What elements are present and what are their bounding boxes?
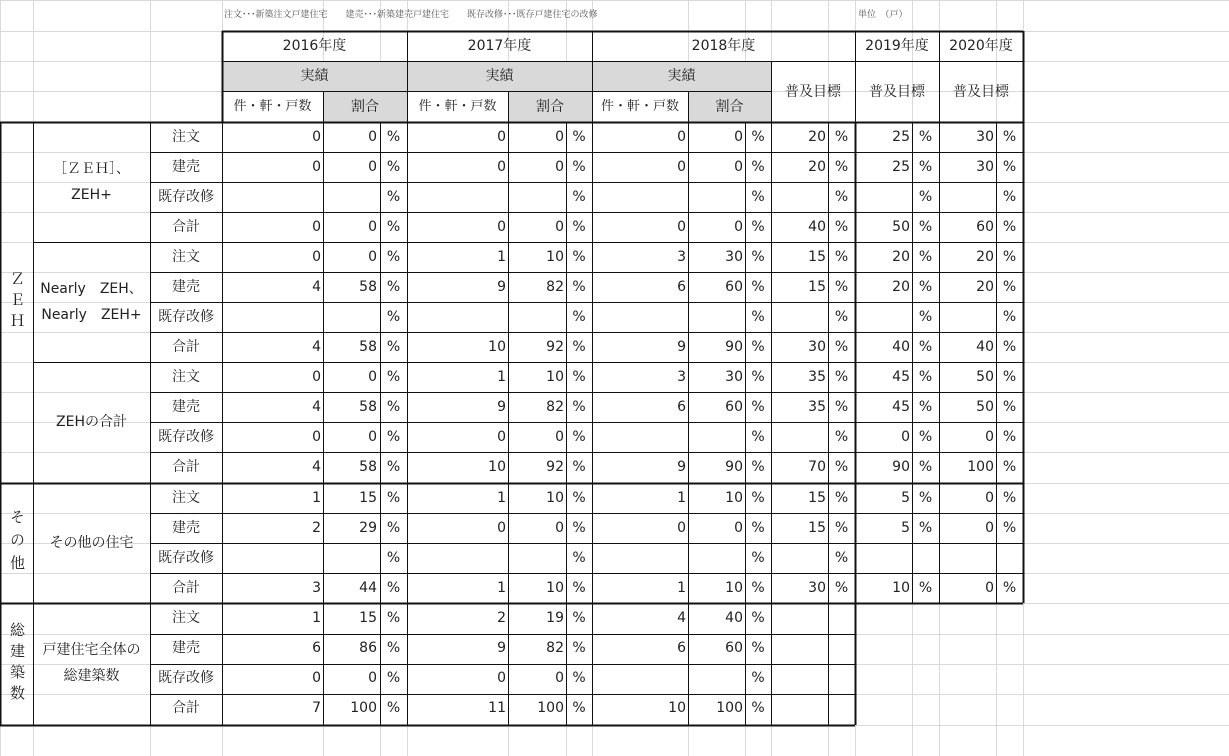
count-cell: 0 <box>497 159 506 175</box>
pct-sign: % <box>751 610 765 626</box>
pct-sign: % <box>751 189 765 205</box>
target-cell: 25 <box>892 159 910 175</box>
pct-sign: % <box>834 399 849 415</box>
pct-sign: % <box>572 459 586 475</box>
pct-sign: % <box>751 580 765 596</box>
target-cell: 45 <box>892 399 910 415</box>
pct-sign: % <box>918 580 933 596</box>
count-cell: 6 <box>677 399 686 415</box>
pct-sign: % <box>572 670 586 686</box>
pct-sign: % <box>751 459 765 475</box>
pct-sign: % <box>572 640 586 656</box>
count-cell: 9 <box>497 279 506 295</box>
count-cell: 6 <box>677 279 686 295</box>
count-cell: 9 <box>677 339 686 355</box>
pct-sign: % <box>386 429 401 445</box>
pct-sign: % <box>572 159 586 175</box>
pct-sign: % <box>572 189 586 205</box>
ratio-cell: 100 <box>350 700 377 716</box>
year-header: 2020年度 <box>949 38 1013 54</box>
ratio-cell: 0 <box>734 520 743 536</box>
count-cell: 3 <box>312 580 321 596</box>
count-cell: 0 <box>677 129 686 145</box>
target-cell: 50 <box>976 399 994 415</box>
pct-sign: % <box>572 339 586 355</box>
target-cell: 50 <box>976 369 994 385</box>
ratio-cell: 0 <box>555 129 564 145</box>
count-cell: 6 <box>312 640 321 656</box>
pct-sign: % <box>834 189 849 205</box>
ratio-cell: 44 <box>359 580 377 596</box>
ratio-cell: 0 <box>734 129 743 145</box>
target-cell: 15 <box>808 520 826 536</box>
pct-sign: % <box>918 399 933 415</box>
pct-sign: % <box>386 610 401 626</box>
count-cell: 1 <box>497 249 506 265</box>
pct-sign: % <box>386 189 401 205</box>
year-header: 2018年度 <box>691 38 756 54</box>
ratio-cell: 10 <box>546 580 564 596</box>
target-cell: 25 <box>892 129 910 145</box>
target-cell: 40 <box>892 339 910 355</box>
ratio-cell: 58 <box>359 459 377 475</box>
count-cell: 0 <box>497 129 506 145</box>
target-cell: 0 <box>985 490 994 506</box>
pct-sign: % <box>386 640 401 656</box>
target-cell: 20 <box>892 249 910 265</box>
ratio-cell: 100 <box>537 700 564 716</box>
count-cell: 11 <box>488 700 506 716</box>
target-cell: 20 <box>976 279 994 295</box>
count-cell: 4 <box>312 279 321 295</box>
ratio-cell: 0 <box>368 219 377 235</box>
count-cell: 4 <box>312 339 321 355</box>
group-label: ZEHの合計 <box>56 414 127 430</box>
count-cell: 0 <box>312 429 321 445</box>
pct-sign: % <box>572 429 586 445</box>
ratio-header: 割合 <box>351 98 379 115</box>
count-cell: 0 <box>312 159 321 175</box>
ratio-cell: 86 <box>359 640 377 656</box>
pct-sign: % <box>751 550 765 566</box>
pct-sign: % <box>386 700 401 716</box>
pct-sign: % <box>572 550 586 566</box>
ratio-cell: 0 <box>555 670 564 686</box>
pct-sign: % <box>572 700 586 716</box>
target-cell: 20 <box>892 279 910 295</box>
target-cell: 20 <box>808 129 826 145</box>
pct-sign: % <box>1002 249 1017 265</box>
count-cell: 4 <box>312 399 321 415</box>
row-label: 注文 <box>172 249 200 265</box>
ratio-cell: 100 <box>716 700 743 716</box>
pct-sign: % <box>386 219 401 235</box>
count-cell: 3 <box>677 249 686 265</box>
pct-sign: % <box>386 490 401 506</box>
ratio-cell: 60 <box>725 279 743 295</box>
ratio-cell: 0 <box>368 429 377 445</box>
count-cell: 9 <box>497 399 506 415</box>
row-label: 合計 <box>172 580 200 596</box>
count-cell: 9 <box>497 640 506 656</box>
pct-sign: % <box>1002 159 1017 175</box>
count-cell: 1 <box>312 610 321 626</box>
pct-sign: % <box>751 520 765 536</box>
pct-sign: % <box>572 369 586 385</box>
count-cell: 10 <box>488 459 506 475</box>
count-cell: 1 <box>497 490 506 506</box>
pct-sign: % <box>1002 279 1017 295</box>
count-cell: 1 <box>497 580 506 596</box>
row-label: 合計 <box>172 700 200 716</box>
ratio-cell: 0 <box>734 219 743 235</box>
count-cell: 2 <box>497 610 506 626</box>
pct-sign: % <box>834 249 849 265</box>
pct-sign: % <box>918 129 933 145</box>
target-cell: 30 <box>976 159 994 175</box>
pct-sign: % <box>572 399 586 415</box>
pct-sign: % <box>834 309 849 325</box>
section-other: その他 <box>8 508 26 578</box>
ratio-cell: 0 <box>555 159 564 175</box>
target-cell: 5 <box>901 520 910 536</box>
pct-sign: % <box>834 159 849 175</box>
pct-sign: % <box>386 459 401 475</box>
row-label: 既存改修 <box>158 309 214 325</box>
target-cell: 60 <box>976 219 994 235</box>
pct-sign: % <box>572 129 586 145</box>
pct-sign: % <box>386 249 401 265</box>
row-label: 建売 <box>172 520 200 536</box>
ratio-cell: 0 <box>734 159 743 175</box>
target-header: 普及目標 <box>869 83 925 100</box>
target-header: 普及目標 <box>953 83 1009 100</box>
ratio-cell: 92 <box>546 459 564 475</box>
target-cell: 50 <box>892 219 910 235</box>
pct-sign: % <box>834 219 849 235</box>
pct-sign: % <box>386 580 401 596</box>
ratio-cell: 40 <box>725 610 743 626</box>
pct-sign: % <box>572 490 586 506</box>
ratio-cell: 90 <box>725 459 743 475</box>
row-label: 既存改修 <box>158 550 214 566</box>
target-cell: 100 <box>967 459 994 475</box>
pct-sign: % <box>834 550 849 566</box>
pct-sign: % <box>572 580 586 596</box>
target-cell: 30 <box>808 339 826 355</box>
pct-sign: % <box>751 309 765 325</box>
pct-sign: % <box>751 429 765 445</box>
count-header: 件・軒・戸数 <box>418 99 497 114</box>
pct-sign: % <box>1002 219 1017 235</box>
ratio-header: 割合 <box>715 98 744 115</box>
ratio-cell: 10 <box>725 580 743 596</box>
count-cell: 1 <box>677 490 686 506</box>
ratio-cell: 58 <box>359 339 377 355</box>
row-label: 合計 <box>172 219 200 235</box>
pct-sign: % <box>751 279 765 295</box>
pct-sign: % <box>751 399 765 415</box>
target-cell: 90 <box>892 459 910 475</box>
target-cell: 35 <box>808 369 826 385</box>
pct-sign: % <box>1002 129 1017 145</box>
ratio-cell: 82 <box>546 640 564 656</box>
row-label: 注文 <box>172 490 200 506</box>
pct-sign: % <box>918 159 933 175</box>
target-cell: 40 <box>808 219 826 235</box>
pct-sign: % <box>918 459 933 475</box>
pct-sign: % <box>918 219 933 235</box>
pct-sign: % <box>751 219 765 235</box>
pct-sign: % <box>386 670 401 686</box>
target-cell: 30 <box>808 580 826 596</box>
count-cell: 6 <box>677 640 686 656</box>
count-cell: 7 <box>312 700 321 716</box>
count-cell: 4 <box>677 610 686 626</box>
ratio-cell: 10 <box>546 249 564 265</box>
target-cell: 10 <box>892 580 910 596</box>
count-cell: 1 <box>312 490 321 506</box>
count-cell: 0 <box>312 249 321 265</box>
count-cell: 10 <box>488 339 506 355</box>
pct-sign: % <box>918 279 933 295</box>
pct-sign: % <box>572 309 586 325</box>
ratio-cell: 15 <box>359 610 377 626</box>
target-cell: 15 <box>808 490 826 506</box>
ratio-cell: 0 <box>368 369 377 385</box>
pct-sign: % <box>386 399 401 415</box>
group-label: その他の住宅 <box>49 535 134 551</box>
ratio-cell: 82 <box>546 279 564 295</box>
row-label: 注文 <box>172 610 200 626</box>
year-header: 2016年度 <box>282 38 347 54</box>
ratio-cell: 0 <box>555 520 564 536</box>
pct-sign: % <box>834 279 849 295</box>
pct-sign: % <box>572 249 586 265</box>
pct-sign: % <box>751 369 765 385</box>
target-cell: 15 <box>808 249 826 265</box>
count-cell: 0 <box>677 520 686 536</box>
ratio-cell: 60 <box>725 399 743 415</box>
count-cell: 0 <box>677 159 686 175</box>
unit-note: 単位 （戸） <box>858 9 908 20</box>
pct-sign: % <box>386 129 401 145</box>
pct-sign: % <box>834 129 849 145</box>
count-cell: 0 <box>497 520 506 536</box>
pct-sign: % <box>572 219 586 235</box>
ratio-cell: 30 <box>725 249 743 265</box>
pct-sign: % <box>1002 369 1017 385</box>
target-cell: 35 <box>808 399 826 415</box>
ratio-cell: 0 <box>368 129 377 145</box>
ratio-header: 割合 <box>536 98 564 115</box>
target-cell: 45 <box>892 369 910 385</box>
row-label: 既存改修 <box>158 429 214 445</box>
row-label: 既存改修 <box>158 670 214 686</box>
target-cell: 40 <box>976 339 994 355</box>
ratio-cell: 60 <box>725 640 743 656</box>
pct-sign: % <box>1002 429 1017 445</box>
pct-sign: % <box>751 159 765 175</box>
ratio-cell: 0 <box>368 159 377 175</box>
target-cell: 20 <box>808 159 826 175</box>
pct-sign: % <box>918 429 933 445</box>
pct-sign: % <box>751 339 765 355</box>
pct-sign: % <box>386 159 401 175</box>
pct-sign: % <box>386 520 401 536</box>
pct-sign: % <box>751 670 765 686</box>
row-label: 建売 <box>172 640 200 656</box>
ratio-cell: 10 <box>546 369 564 385</box>
ratio-cell: 58 <box>359 279 377 295</box>
ratio-cell: 0 <box>368 249 377 265</box>
pct-sign: % <box>386 369 401 385</box>
ratio-cell: 10 <box>725 490 743 506</box>
row-label: 建売 <box>172 279 200 295</box>
ratio-cell: 92 <box>546 339 564 355</box>
pct-sign: % <box>918 339 933 355</box>
actual-header: 実績 <box>485 68 514 84</box>
group-label: 戸建住宅全体の 総建築数 <box>42 642 141 684</box>
pct-sign: % <box>751 640 765 656</box>
row-label: 注文 <box>172 129 200 145</box>
pct-sign: % <box>1002 459 1017 475</box>
row-label: 注文 <box>172 369 200 385</box>
count-cell: 2 <box>312 520 321 536</box>
group-label: ［ＺＥＨ］、 ZEH+ <box>53 161 130 203</box>
pct-sign: % <box>834 520 849 536</box>
target-cell: 70 <box>808 459 826 475</box>
year-header: 2019年度 <box>865 38 929 54</box>
pct-sign: % <box>751 249 765 265</box>
pct-sign: % <box>918 189 933 205</box>
pct-sign: % <box>1002 189 1017 205</box>
count-cell: 0 <box>312 219 321 235</box>
pct-sign: % <box>834 339 849 355</box>
pct-sign: % <box>572 520 586 536</box>
count-cell: 0 <box>497 670 506 686</box>
ratio-cell: 0 <box>555 429 564 445</box>
ratio-cell: 19 <box>546 610 564 626</box>
pct-sign: % <box>918 369 933 385</box>
actual-header: 実績 <box>300 68 329 84</box>
pct-sign: % <box>918 490 933 506</box>
count-header: 件・軒・戸数 <box>233 99 312 114</box>
count-cell: 10 <box>668 700 686 716</box>
ratio-cell: 10 <box>546 490 564 506</box>
row-label: 合計 <box>172 459 200 475</box>
pct-sign: % <box>751 129 765 145</box>
ratio-cell: 30 <box>725 369 743 385</box>
pct-sign: % <box>751 700 765 716</box>
pct-sign: % <box>918 309 933 325</box>
count-cell: 0 <box>677 219 686 235</box>
pct-sign: % <box>572 610 586 626</box>
ratio-cell: 29 <box>359 520 377 536</box>
pct-sign: % <box>1002 339 1017 355</box>
pct-sign: % <box>834 369 849 385</box>
ratio-cell: 0 <box>368 670 377 686</box>
pct-sign: % <box>834 490 849 506</box>
group-label: Nearly ZEH、 Nearly ZEH+ <box>40 281 143 323</box>
pct-sign: % <box>1002 309 1017 325</box>
legend-note: 注文･･･新築注文戸建住宅 建売･･･新築建売戸建住宅 既存改修･･･既存戸建住宅の改修 <box>224 9 598 20</box>
ratio-cell: 58 <box>359 399 377 415</box>
count-cell: 9 <box>677 459 686 475</box>
pct-sign: % <box>386 339 401 355</box>
pct-sign: % <box>918 249 933 265</box>
target-cell: 20 <box>976 249 994 265</box>
target-cell: 0 <box>985 580 994 596</box>
pct-sign: % <box>386 279 401 295</box>
target-cell: 0 <box>985 429 994 445</box>
row-label: 建売 <box>172 399 200 415</box>
target-cell: 30 <box>976 129 994 145</box>
count-cell: 0 <box>497 429 506 445</box>
pct-sign: % <box>918 520 933 536</box>
count-cell: 0 <box>312 670 321 686</box>
pct-sign: % <box>1002 490 1017 506</box>
count-cell: 3 <box>677 369 686 385</box>
ratio-cell: 15 <box>359 490 377 506</box>
pct-sign: % <box>834 429 849 445</box>
count-header: 件・軒・戸数 <box>600 99 679 114</box>
target-header: 普及目標 <box>785 83 841 100</box>
actual-header: 実績 <box>667 68 696 84</box>
ratio-cell: 0 <box>555 219 564 235</box>
ratio-cell: 90 <box>725 339 743 355</box>
pct-sign: % <box>386 309 401 325</box>
count-cell: 0 <box>497 219 506 235</box>
row-label: 合計 <box>172 339 200 355</box>
count-cell: 1 <box>677 580 686 596</box>
pct-sign: % <box>834 459 849 475</box>
ratio-cell: 82 <box>546 399 564 415</box>
target-cell: 0 <box>985 520 994 536</box>
pct-sign: % <box>1002 399 1017 415</box>
target-cell: 0 <box>901 429 910 445</box>
pct-sign: % <box>1002 520 1017 536</box>
count-cell: 1 <box>497 369 506 385</box>
row-label: 既存改修 <box>158 189 214 205</box>
pct-sign: % <box>834 580 849 596</box>
target-cell: 15 <box>808 279 826 295</box>
pct-sign: % <box>572 279 586 295</box>
year-header: 2017年度 <box>467 38 532 54</box>
pct-sign: % <box>1002 580 1017 596</box>
count-cell: 0 <box>312 369 321 385</box>
pct-sign: % <box>386 550 401 566</box>
row-label: 建売 <box>172 159 200 175</box>
section-total: 総建築数 <box>8 622 26 706</box>
count-cell: 0 <box>312 129 321 145</box>
section-zeh: ＺＥＨ <box>8 271 26 334</box>
count-cell: 4 <box>312 459 321 475</box>
target-cell: 5 <box>901 490 910 506</box>
pct-sign: % <box>751 490 765 506</box>
